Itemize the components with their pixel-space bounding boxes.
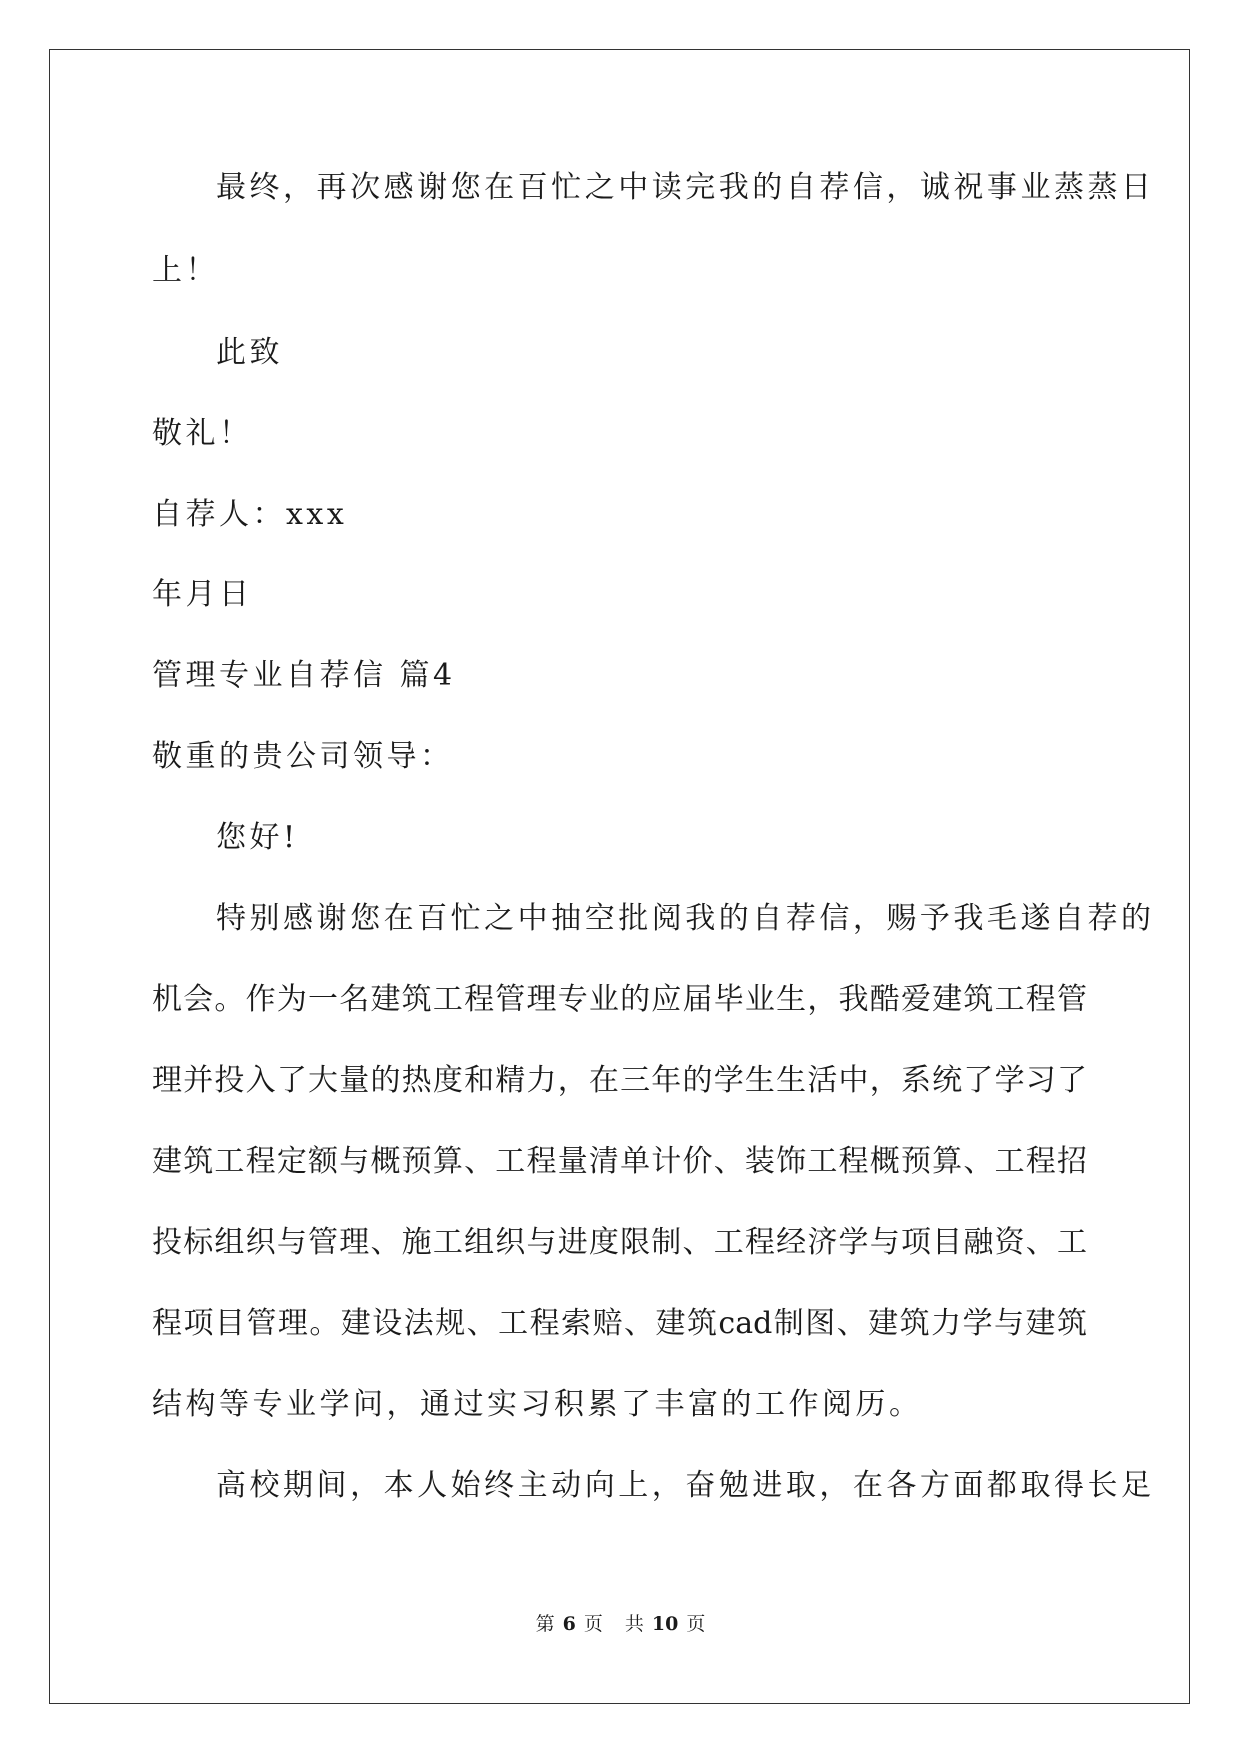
- paragraph-2-line-1: 高校期间，本人始终主动向上，奋勉进取，在各方面都取得长足: [216, 1468, 1151, 1503]
- salutation-ci-zhi: 此致: [216, 335, 283, 370]
- letter-greeting: 敬重的贵公司领导：: [152, 739, 454, 774]
- section-heading: 管理专业自荐信 篇4: [152, 658, 456, 693]
- page-footer: [0, 1612, 1241, 1636]
- date-line: 年月日: [152, 577, 253, 612]
- salutation-jing-li: 敬礼！: [152, 416, 253, 451]
- footer-page-label: 第 6 页: [535, 1613, 603, 1635]
- paragraph-closing-line-1: 最终，再次感谢您在百忙之中读完我的自荐信，诚祝事业蒸蒸日: [216, 170, 1151, 205]
- paragraph-1-line-1: 特别感谢您在百忙之中抽空批阅我的自荐信，赐予我毛遂自荐的: [216, 901, 1151, 936]
- page-border: [49, 49, 1190, 1704]
- paragraph-1-line-7: 结构等专业学问，通过实习积累了丰富的工作阅历。: [152, 1387, 923, 1422]
- footer-total-pages: 10: [651, 1613, 679, 1635]
- paragraph-1-line-3: 理并投入了大量的热度和精力，在三年的学生生活中，系统了学习了: [152, 1063, 1087, 1098]
- paragraph-closing-line-2: 上！: [152, 253, 219, 288]
- paragraph-1-line-5: 投标组织与管理、施工组织与进度限制、工程经济学与项目融资、工: [152, 1225, 1087, 1260]
- signature-line: 自荐人：xxx: [152, 497, 348, 532]
- paragraph-1-line-4: 建筑工程定额与概预算、工程量清单计价、装饰工程概预算、工程招: [152, 1144, 1087, 1179]
- paragraph-1-line-2: 机会。作为一名建筑工程管理专业的应届毕业生，我酷爱建筑工程管: [152, 982, 1087, 1017]
- footer-total-label: 共 10 页: [624, 1613, 706, 1635]
- footer-page-number: 6: [562, 1613, 576, 1635]
- hello-line: 您好!: [216, 820, 299, 855]
- paragraph-1-line-6: 程项目管理。建设法规、工程索赔、建筑cad制图、建筑力学与建筑: [152, 1306, 1087, 1341]
